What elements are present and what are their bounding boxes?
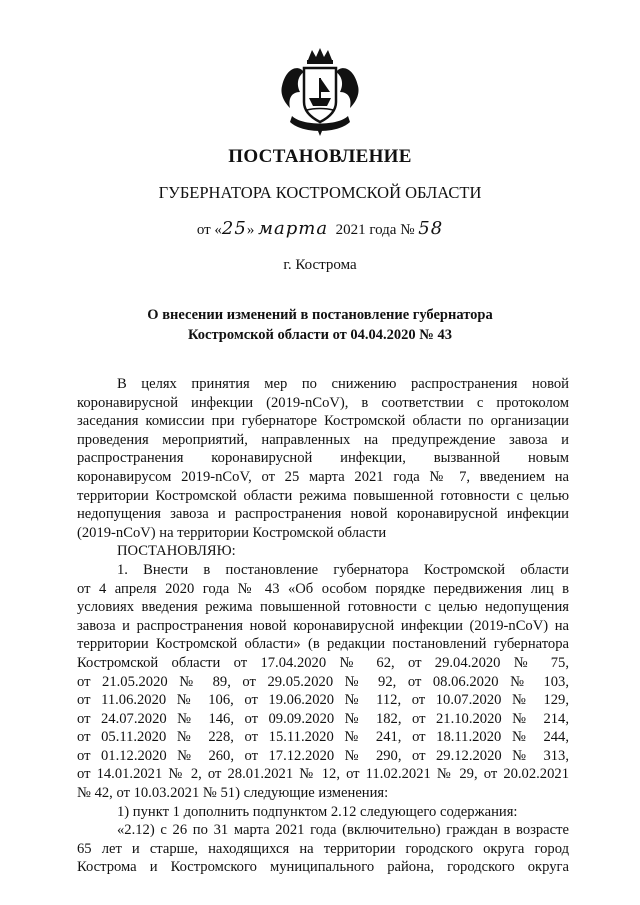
date-year-label: 2021 года № bbox=[335, 222, 415, 238]
body-line: территории Костромской области» (в редакции постановлений губернатора bbox=[77, 636, 569, 653]
document-body bbox=[77, 375, 569, 877]
body-line: от 01.12.2020 № 260, от 17.12.2020 № 290, от 29.12.2020 № 313, bbox=[77, 747, 569, 764]
body-line: от 21.05.2020 № 89, от 29.05.2020 № 92, от 08.06.2020 № 103, bbox=[77, 673, 569, 690]
subject-line: О внесении изменений в постановление губернатора bbox=[147, 307, 493, 323]
body-line: от 24.07.2020 № 146, от 09.09.2020 № 182, от 21.10.2020 № 214, bbox=[77, 710, 569, 727]
document-title: ПОСТАНОВЛЕНИЕ bbox=[228, 146, 412, 167]
body-line: заседания комиссии при губернаторе Костромской области по организации bbox=[77, 413, 569, 430]
coat-of-arms-emblem bbox=[276, 46, 364, 138]
body-line: Кострома и Костромского муниципального района, городского округа bbox=[77, 859, 569, 876]
body-line: от 4 апреля 2020 года № 43 «Об особом порядке передвижения лиц в bbox=[77, 580, 569, 597]
body-line-resolve: ПОСТАНОВЛЯЮ: bbox=[117, 543, 236, 560]
body-line: распространения коронавирусной инфекции, вызванной новым bbox=[77, 450, 569, 467]
body-line: (2019-nCoV) на территории Костромской области bbox=[77, 524, 387, 541]
body-line: № 42, от 10.03.2021 № 51) следующие изменения: bbox=[77, 785, 389, 802]
body-line: условиях введения режима повышенной готовности с целью недопущения bbox=[77, 599, 569, 616]
body-line: от 11.06.2020 № 106, от 19.06.2020 № 112, от 10.07.2020 № 129, bbox=[77, 692, 569, 709]
date-line bbox=[0, 218, 640, 239]
body-line: 1. Внести в постановление губернатора Костромской области bbox=[117, 561, 569, 578]
body-line: от 14.01.2021 № 2, от 28.01.2021 № 12, от 11.02.2021 № 29, от 20.02.2021 bbox=[77, 766, 569, 783]
body-line: коронавирусной инфекции (2019-nCoV), в соответствии с протоколом bbox=[77, 394, 569, 411]
body-line: «2.12) с 26 по 31 марта 2021 года (включительно) граждан в возрасте bbox=[117, 822, 569, 839]
document-number-handwritten: 58 bbox=[418, 218, 444, 239]
body-line: коронавирусом 2019-nCoV, от 25 марта 2021 года № 7, введением на bbox=[77, 468, 569, 485]
issuer-line: ГУБЕРНАТОРА КОСТРОМСКОЙ ОБЛАСТИ bbox=[158, 183, 482, 202]
date-prefix: от « bbox=[196, 222, 222, 238]
document-subject bbox=[0, 305, 640, 345]
date-day-handwritten: 25 bbox=[221, 218, 247, 239]
body-line: недопущения завоза и распространения новой коронавирусной инфекции bbox=[77, 506, 569, 523]
body-line: проведения мероприятий, направленных на предупреждение завоза и bbox=[77, 431, 569, 448]
body-line: 1) пункт 1 дополнить подпунктом 2.12 следующего содержания: bbox=[117, 803, 518, 820]
subject-line: Костромской области от 04.04.2020 № 43 bbox=[188, 327, 452, 343]
date-month-handwritten: марта bbox=[258, 218, 329, 239]
body-line: Костромской области от 17.04.2020 № 62, от 29.04.2020 № 75, bbox=[77, 654, 569, 671]
date-mid: » bbox=[246, 222, 255, 238]
body-line: от 05.11.2020 № 228, от 15.11.2020 № 241, от 18.11.2020 № 244, bbox=[77, 729, 569, 746]
body-line: В целях принятия мер по снижению распространения новой bbox=[117, 376, 569, 392]
city-line: г. Кострома bbox=[283, 257, 357, 273]
body-line: 65 лет и старше, находящихся на территории городского округа город bbox=[77, 840, 569, 857]
body-line: территории Костромской области режима повышенной готовности с целью bbox=[77, 487, 569, 504]
body-line: завоза и распространения новой коронавирусной инфекции (2019-nCoV) на bbox=[77, 617, 569, 634]
